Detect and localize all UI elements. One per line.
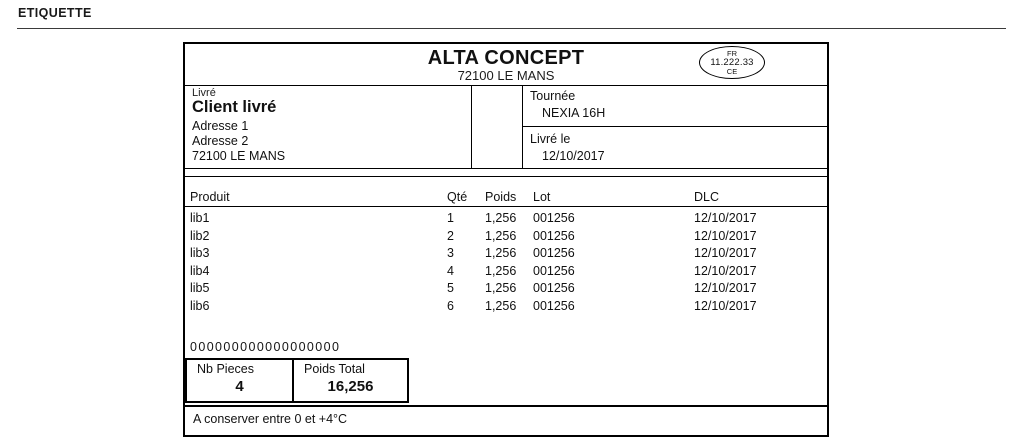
header-qte: Qté	[447, 190, 468, 204]
cell-dlc: 12/10/2017	[694, 228, 757, 243]
cell-poids: 1,256	[485, 281, 517, 296]
table-header-row	[185, 190, 827, 207]
tournee-label: Tournée	[530, 89, 576, 103]
cell-poids: 1,256	[485, 246, 517, 261]
cell-poids: 1,256	[485, 263, 517, 278]
cell-lot: 001256	[533, 263, 575, 278]
table-row	[185, 245, 827, 263]
delivery-info-section	[185, 86, 827, 169]
client-cell	[185, 86, 472, 169]
table-row	[185, 280, 827, 298]
header-produit: Produit	[190, 190, 230, 204]
nb-pieces-cell	[187, 360, 294, 401]
cell-poids: 1,256	[485, 298, 517, 313]
empty-cell	[472, 86, 523, 169]
table-row	[185, 263, 827, 281]
cell-produit: lib3	[190, 246, 210, 261]
address-line-1: Adresse 1	[192, 119, 249, 133]
stamp-number: 11.222.33	[710, 56, 754, 68]
header-dlc: DLC	[694, 190, 720, 204]
delivery-label	[183, 42, 829, 437]
page-title: ETIQUETTE	[18, 6, 92, 20]
livre-label: Livré	[192, 87, 216, 99]
company-city: 72100 LE MANS	[457, 68, 555, 83]
poids-total-value: 16,256	[327, 378, 374, 395]
cell-dlc: 12/10/2017	[694, 281, 757, 296]
livre-le-cell	[523, 127, 827, 168]
cell-dlc: 12/10/2017	[694, 298, 757, 313]
cell-lot: 001256	[533, 211, 575, 225]
title-divider	[17, 28, 1006, 29]
cell-lot: 001256	[533, 281, 575, 296]
cell-qte: 6	[447, 298, 454, 313]
cell-poids: 1,256	[485, 228, 517, 243]
cell-produit: lib2	[190, 228, 210, 243]
tournee-value: NEXIA 16H	[542, 106, 606, 120]
cell-qte: 3	[447, 246, 454, 261]
table-rows	[185, 210, 827, 316]
cell-produit: lib6	[190, 298, 210, 313]
livre-le-label: Livré le	[530, 132, 571, 146]
cell-dlc: 12/10/2017	[694, 263, 757, 278]
client-name: Client livré	[192, 98, 277, 116]
table-row	[185, 298, 827, 316]
cell-poids: 1,256	[485, 211, 517, 225]
address-line-2: Adresse 2	[192, 134, 249, 148]
company-name: ALTA CONCEPT	[427, 47, 585, 69]
cell-qte: 2	[447, 228, 454, 243]
nb-pieces-label: Nb Pieces	[197, 362, 254, 376]
cell-produit: lib4	[190, 263, 210, 278]
poids-total-label: Poids Total	[304, 362, 365, 376]
poids-total-cell	[294, 360, 407, 401]
cell-dlc: 12/10/2017	[694, 246, 757, 261]
tournee-cell	[523, 86, 827, 127]
cell-qte: 1	[447, 211, 454, 225]
barcode-digits: 000000000000000000	[190, 340, 341, 354]
cell-dlc: 12/10/2017	[694, 211, 757, 225]
livre-le-date: 12/10/2017	[542, 149, 605, 163]
products-table-section	[185, 176, 827, 405]
storage-instruction: A conserver entre 0 et +4°C	[185, 405, 827, 435]
table-row	[185, 228, 827, 246]
cell-qte: 5	[447, 281, 454, 296]
label-header	[185, 44, 827, 86]
sanitary-oval-stamp	[699, 46, 765, 79]
table-row	[185, 210, 827, 228]
nb-pieces-value: 4	[235, 378, 244, 395]
cell-produit: lib1	[190, 211, 210, 225]
stamp-country: FR	[727, 48, 737, 58]
cell-lot: 001256	[533, 228, 575, 243]
header-lot: Lot	[533, 190, 551, 204]
totals-box	[185, 358, 409, 403]
stamp-ce: CE	[726, 66, 738, 76]
cell-lot: 001256	[533, 246, 575, 261]
cell-produit: lib5	[190, 281, 210, 296]
cell-lot: 001256	[533, 298, 575, 313]
cell-qte: 4	[447, 263, 454, 278]
header-poids: Poids	[485, 190, 517, 204]
address-city: 72100 LE MANS	[192, 149, 286, 163]
